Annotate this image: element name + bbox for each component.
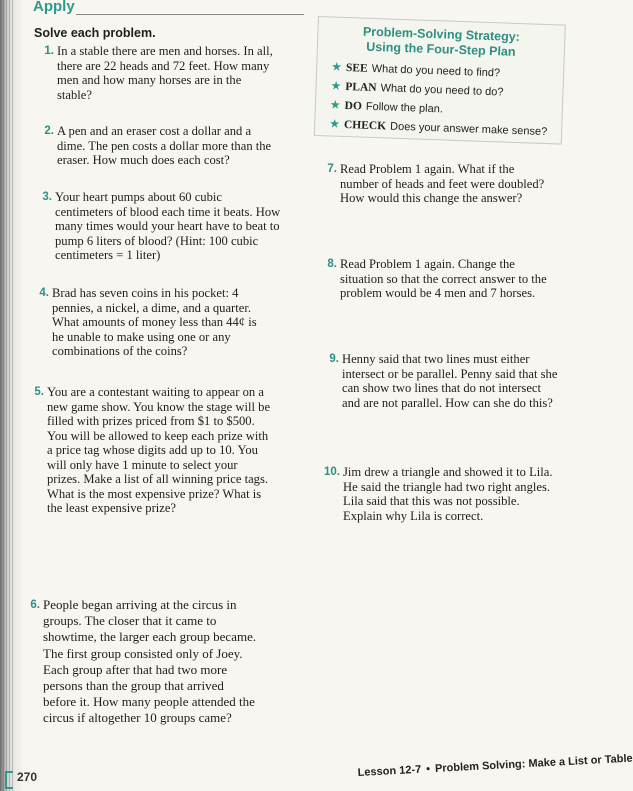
lesson-footer: [357, 753, 633, 779]
lesson-number: Lesson 12-7: [357, 763, 422, 779]
problem-3: [42, 190, 281, 263]
problem-number: 7.: [327, 163, 337, 175]
problem-text: Your heart pumps about 60 cubic centimeters of blood each time it beats. How many times would your heart have to beat to pump 6 liters of blood? (Hint: 100 cubic centimeters = 1 liter): [55, 190, 281, 262]
problem-6: [30, 597, 257, 727]
step-text: What do you need to do?: [380, 82, 504, 99]
problem-number: 2.: [44, 125, 54, 137]
strategy-title-line1: Problem-Solving Strategy:: [362, 24, 521, 45]
problem-8: [327, 257, 552, 301]
problem-number: 4.: [39, 287, 49, 299]
step-text: Follow the plan.: [365, 100, 444, 116]
problem-7: [327, 162, 552, 206]
bullet: •: [425, 763, 431, 776]
step-text: What do you need to find?: [371, 62, 501, 80]
star-icon: ★: [329, 116, 341, 131]
problem-text: People began arriving at the circus in groups. The closer that it came to showtime, the larger each group became. The first group consisted only of Joey. Each group after that had two more persons than the group that arrived before it. How many people attended the circus if altogether 10 groups came?: [43, 597, 257, 726]
problem-text: In a stable there are men and horses. In all, there are 22 heads and 72 feet. How many men and how many horses are in the stable?: [57, 44, 273, 102]
page-number: 270: [17, 770, 38, 784]
step-keyword: DO: [344, 99, 363, 113]
strategy-title: [318, 23, 565, 61]
problem-4: [39, 286, 268, 359]
strategy-step-do: [330, 97, 443, 115]
problem-number: 10.: [324, 466, 340, 478]
star-icon: ★: [330, 78, 342, 93]
problem-text: Henny said that two lines must either intersect or be parallel. Penny said that she can show two lines that do not intersect and are not parallel. How can she do this?: [342, 352, 558, 410]
book-spine: [0, 0, 22, 791]
page-number-bracket: [5, 771, 13, 789]
spine-lines: [3, 0, 15, 791]
step-keyword: SEE: [345, 62, 368, 75]
problem-9: [329, 352, 558, 410]
problem-text: You are a contestant waiting to appear on a new game show. You know the stage will be filled with prizes priced from $1 to $500. You will be allowed to keep each prize with a price tag whose digits add up to 10. You will only have 1 minute to select your prizes. Make a list of all winning price tags. What is the most expensive prize? What is the least expensive prize?: [47, 385, 271, 515]
problem-number: 9.: [329, 353, 339, 365]
problem-text: A pen and an eraser cost a dollar and a dime. The pen costs a dollar more than the eraser. How much does each cost?: [57, 124, 272, 167]
copyright-notice: [574, 520, 584, 720]
problem-1: [44, 44, 279, 102]
star-icon: ★: [329, 97, 341, 112]
step-keyword: PLAN: [345, 80, 377, 95]
problem-text: Read Problem 1 again. What if the number of heads and feet were doubled? How would this change the answer?: [340, 162, 545, 205]
instructions: Solve each problem.: [34, 26, 156, 40]
heading-rule: [76, 14, 304, 15]
problem-number: 8.: [327, 258, 337, 270]
problem-number: 3.: [42, 191, 52, 203]
problem-number: 5.: [34, 386, 44, 398]
problem-10: [324, 465, 561, 523]
strategy-box: [314, 16, 566, 145]
section-heading: Apply: [33, 0, 75, 15]
problem-text: Read Problem 1 again. Change the situation so that the correct answer to the problem would be 4 men and 7 horses.: [340, 257, 547, 300]
star-icon: ★: [331, 59, 343, 74]
step-keyword: CHECK: [343, 118, 387, 133]
strategy-step-see: [331, 59, 500, 79]
problem-number: 1.: [44, 45, 54, 57]
problem-5: [34, 385, 273, 516]
problem-text: Jim drew a triangle and showed it to Lila. He said the triangle had two right angles. Lila said that this was not possible. Explain why Lila is correct.: [343, 465, 553, 523]
strategy-step-plan: [330, 78, 503, 98]
strategy-title-line2: Using the Four-Step Plan: [366, 39, 516, 59]
lesson-title: Problem Solving: Make a List or Table: [434, 752, 633, 775]
strategy-step-check: [329, 116, 547, 138]
problem-text: Brad has seven coins in his pocket: 4 pennies, a nickel, a dime, and a quarter. What amounts of money less than 44¢ is he unable to make using one or any combinations of the coins?: [52, 286, 257, 358]
problem-number: 6.: [30, 599, 40, 611]
problem-2: [44, 124, 279, 168]
step-text: Does your answer make sense?: [389, 120, 548, 139]
